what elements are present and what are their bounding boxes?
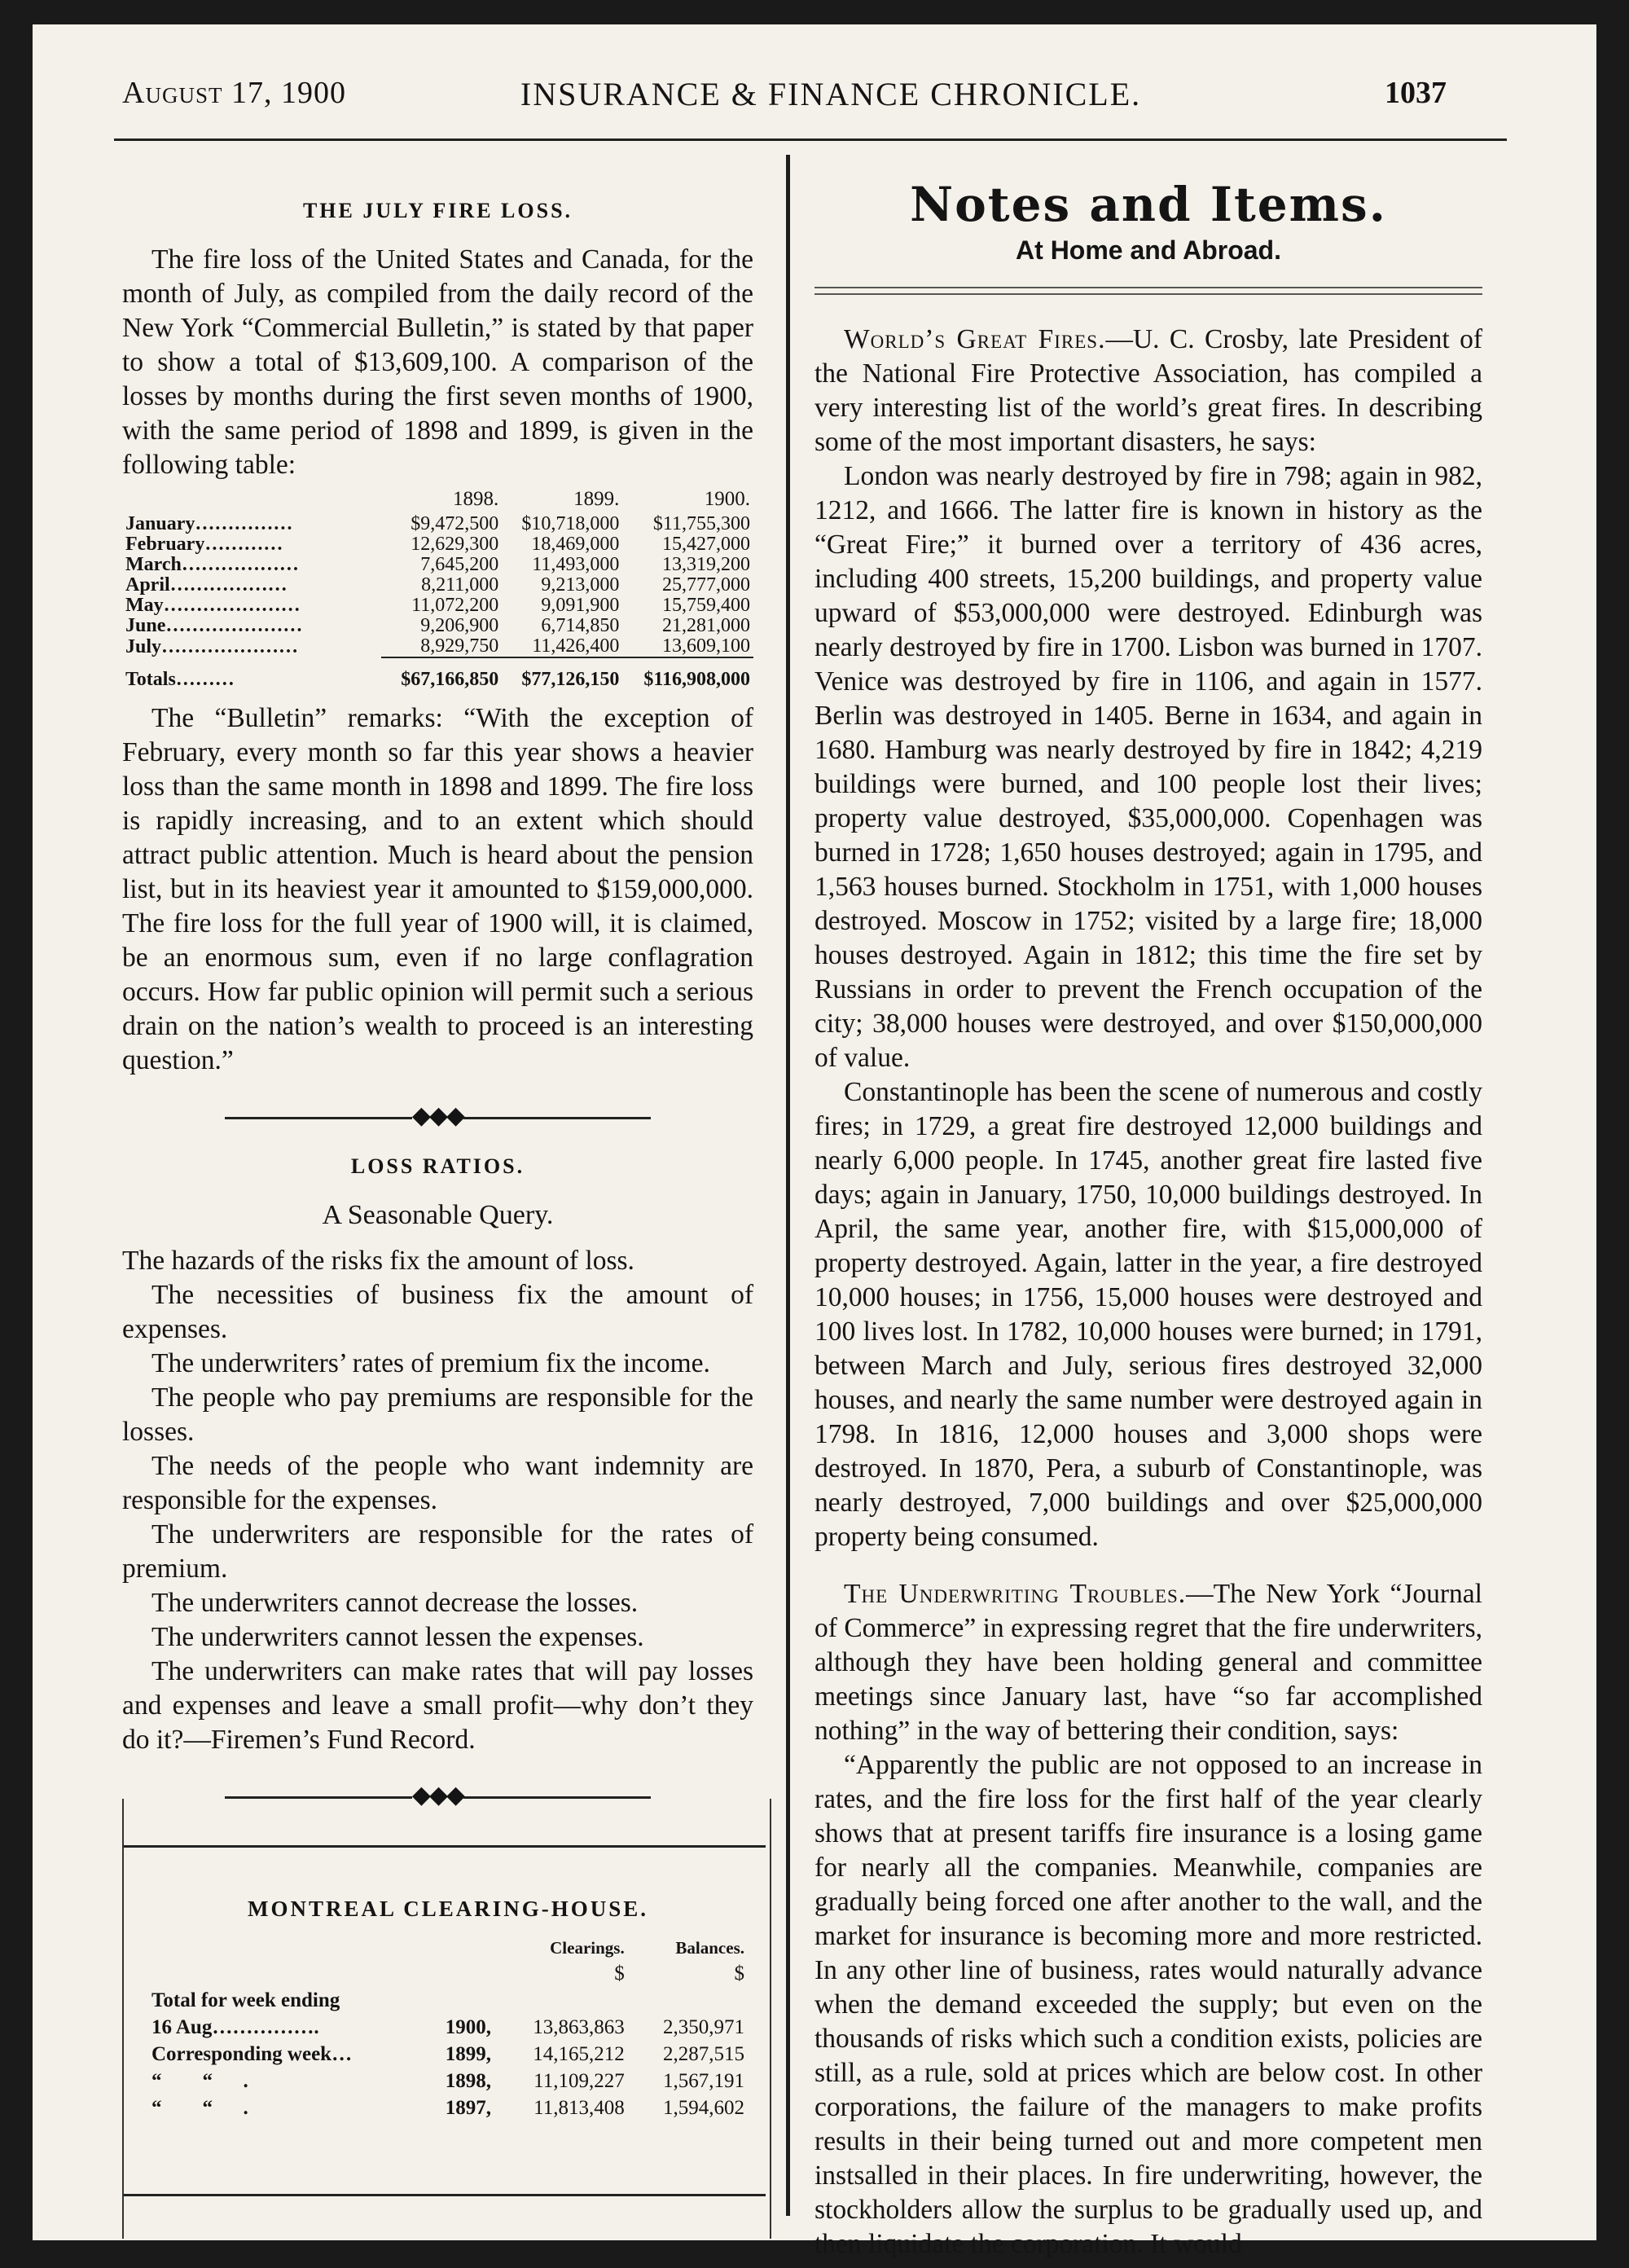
loss-ratio-line: The underwriters cannot lessen the expenses. (151, 1622, 644, 1652)
total-label-row (147, 1987, 749, 2014)
totals-row (122, 657, 753, 690)
value-cell: 11,072,200 (411, 595, 499, 616)
table-row (122, 636, 753, 657)
total-week-label: Total for week ending (151, 1989, 340, 2011)
value-cell: 8,929,750 (420, 635, 499, 657)
value-cell: 15,759,400 (662, 595, 750, 616)
clearings-header: Clearings. (550, 1938, 625, 1958)
table-row (122, 514, 753, 534)
value-cell: 18,469,000 (531, 534, 620, 555)
great-fires-lead: World’s Great Fires. (844, 324, 1106, 354)
table-row (147, 2068, 749, 2094)
loss-ratio-line: The underwriters are responsible for the rates of premium. (122, 1519, 753, 1584)
underwriting-lead: The Underwriting Troubles. (844, 1579, 1187, 1609)
month-cell: March……………… (125, 554, 299, 575)
totals-label: Totals……… (125, 668, 235, 690)
blank-header (423, 1936, 496, 1960)
loss-ratio-line: The underwriters cannot decrease the losses. (151, 1588, 639, 1618)
table-row (122, 534, 753, 555)
value-cell: 6,714,850 (541, 615, 620, 636)
notes-subtitle: At Home and Abroad. (1016, 235, 1281, 265)
section-ornament: ◆◆◆ (122, 1778, 753, 1813)
col-header-1898: 1898. (452, 488, 499, 510)
underwriting-paragraph: “Apparently the public are not opposed to an increase in rates, and the fire loss for the first half of the year clearly shows that at present tariffs fire insurance is a losing game for nearly all the companies. Meanwhile, companies are gradually being forced one after another to the wall, and the market for insurance is becoming more and more restricted. In any other line of business, rates would naturally advance when the demand exceeded the supply; but even on the thousands of risks which such a condition exists, policies are still, as a rule, sold at prices which are below cost. In other corporations, the failure of the managers to make profits results in their being turned out and more competent men instsalled in their places. In fire underwriting, however, the stockholders allow the surplus to be gradually used up, and then liquidate the corporation. It would (814, 1750, 1482, 2259)
clearings-cell: 13,863,863 (533, 2016, 625, 2038)
value-cell: 8,211,000 (421, 574, 499, 596)
balances-header: Balances. (675, 1938, 744, 1958)
loss-ratio-line: The necessities of business fix the amount of expenses. (122, 1280, 753, 1344)
left-column (122, 187, 753, 1829)
month-column-header (122, 489, 381, 514)
loss-ratio-line: The underwriters’ rates of premium fix the income. (151, 1348, 710, 1378)
month-cell: June………………… (125, 615, 303, 636)
frame-left-line (122, 1799, 124, 2239)
row-label: “ “ . (151, 2070, 248, 2092)
value-cell: 9,213,000 (541, 574, 620, 596)
balances-cell: 1,567,191 (663, 2070, 744, 2092)
clearing-house-box (147, 1890, 749, 2121)
clearings-cell: 11,109,227 (533, 2070, 625, 2092)
loss-ratio-line: The people who pay premiums are responsible for the losses. (122, 1382, 753, 1447)
row-label: 16 Aug……………. (151, 2016, 319, 2038)
loss-ratio-line: The hazards of the risks fix the amount of loss. (122, 1246, 634, 1276)
great-fires-paragraph: Constantinople has been the scene of numerous and costly fires; in 1729, a great fire destroyed 12,000 buildings and nearly 6,000 people. In 1745, another great fire lasted five days; again in January, 1750, 10,000 buildings destroyed. In April, the same year, another fire, with $15,000,000 of property destroyed. Again, latter in the year, a fire destroyed 10,000 houses; in 1756, 15,000 houses were destroyed and 100 lives lost. In 1782, 10,000 houses were burned; in 1791, between March and July, serious fires destroyed 32,000 houses, and nearly the same number were destroyed again in 1798. In 1816, 12,000 houses and 3,000 shops were destroyed. In 1870, Pera, a suburb of Constantinople, was nearly destroyed, 7,000 buildings and over $25,000,000 property being consumed. (814, 1077, 1482, 1552)
row-year: 1900, (445, 2016, 492, 2038)
great-fires-text: —U. C. Crosby, late President of the National Fire Protective Association, has compiled a very interesting list of the world’s great fires. In describing some of the most important disasters, he says: (814, 324, 1482, 457)
month-cell: January…………… (125, 513, 293, 534)
month-cell: February………… (125, 534, 283, 555)
dollar-sign: $ (734, 1963, 744, 1984)
fire-loss-table (122, 489, 753, 690)
row-label: Corresponding week… (151, 2043, 353, 2065)
dollar-sign: $ (614, 1963, 625, 1984)
loss-ratios-heading: LOSS RATIOS. (350, 1154, 525, 1178)
notes-title: Notes and Items. (910, 177, 1387, 232)
total-1898: $67,166,850 (381, 657, 502, 690)
publication-title: INSURANCE & FINANCE CHRONICLE. (520, 76, 1142, 112)
great-fires-intro (814, 323, 1482, 459)
value-cell: 21,281,000 (662, 615, 750, 636)
bulletin-remarks: The “Bulletin” remarks: “With the exception of February, every month so far this year shows a heavier loss than the same month in 1898 and 1899. The fire loss is rapidly increasing, and to an extent which should attract public attention. Much is heard about the pension list, but in its heaviest year it amounted to $159,000,000. The fire loss for the full year of 1900 will, it is claimed, be an enormous sum, even if no large conflagration occurs. How far public opinion will permit such a serious drain on the nation’s wealth to proceed is an interesting question.” (122, 703, 753, 1075)
fire-loss-heading: THE JULY FIRE LOSS. (302, 199, 573, 222)
notes-rule (814, 287, 1482, 295)
value-cell: $11,755,300 (652, 513, 750, 534)
table-row (147, 2094, 749, 2121)
clearing-house-heading: MONTREAL CLEARING-HOUSE. (247, 1897, 649, 1921)
right-column (814, 177, 1482, 2261)
loss-ratios-subheading: A Seasonable Query. (322, 1200, 554, 1230)
total-1899: $77,126,150 (502, 657, 622, 690)
underwriting-text: —The New York “Journal of Commerce” in expressing regret that the fire underwriters, although they have been holding general and committee meetings since January last, have “so far accomplished nothing” in the way of bettering their condition, says: (814, 1579, 1482, 1746)
table-row (122, 555, 753, 575)
value-cell: 9,091,900 (541, 595, 620, 616)
value-cell: $10,718,000 (521, 513, 620, 534)
row-year: 1897, (445, 2097, 492, 2119)
value-cell: 13,319,200 (662, 554, 750, 575)
value-cell: 9,206,900 (420, 615, 499, 636)
table-row (122, 596, 753, 616)
fire-loss-intro: The fire loss of the United States and Canada, for the month of July, as compiled from the daily record of the New York “Commercial Bulletin,” is stated by that paper to show a total of $13,609,100. A comparison of the losses by months during the first seven months of 1900, with the same period of 1898 and 1899, is given in the following table: (122, 244, 753, 480)
month-cell: April……………… (125, 574, 288, 596)
value-cell: 13,609,100 (662, 635, 750, 657)
col-header-1899: 1899. (573, 488, 620, 510)
balances-cell: 2,350,971 (663, 2016, 744, 2038)
great-fires-paragraph: London was nearly destroyed by fire in 798; again in 982, 1212, and 1666. The latter fire is known in history as the “Great Fire;” it burned over a territory of 436 acres, including 400 streets, 15,200 buildings, and property value upward of $53,000,000 were destroyed. Edinburgh was nearly destroyed by fire in 1700. Lisbon was burned in 1707. Venice was destroyed by fire in 1106, and again in 1577. Berlin was destroyed in 1405. Berne in 1634, and again in 1680. Hamburg was nearly destroyed by fire in 1842; 4,219 buildings were burned, and 100 people lost their lives; property value destroyed, $35,000,000. Copenhagen was burned in 1728; 1,650 houses destroyed; again in 1795, and 1,563 houses burned. Stockholm in 1751, with 1,000 houses destroyed. Moscow in 1752; visited by a large fire; 18,000 houses destroyed. Again in 1812; this time the fire set by Russians in order to prevent the French occupation of the city; 38,000 houses were destroyed, and over $150,000,000 of value. (814, 461, 1482, 1073)
loss-ratio-line: The needs of the people who want indemnity are responsible for the expenses. (122, 1451, 753, 1515)
value-cell: $9,472,500 (411, 513, 499, 534)
table-row (147, 2041, 749, 2068)
value-cell: 11,426,400 (532, 635, 620, 657)
total-1900: $116,908,000 (622, 657, 753, 690)
col-header-1900: 1900. (704, 488, 750, 510)
row-label: “ “ . (151, 2097, 248, 2119)
spacer (814, 1554, 1482, 1577)
clearings-cell: 14,165,212 (533, 2043, 625, 2065)
row-year: 1899, (445, 2043, 492, 2065)
clearing-unit-row (147, 1960, 749, 1987)
clearings-cell: 11,813,408 (533, 2097, 625, 2119)
clearing-house-table (147, 1936, 749, 2121)
balances-cell: 1,594,602 (663, 2097, 744, 2119)
page (33, 24, 1596, 2259)
value-cell: 11,493,000 (532, 554, 620, 575)
clearing-header-row (147, 1936, 749, 1960)
table-row (122, 616, 753, 636)
table-row (147, 2014, 749, 2041)
section-ornament: ◆◆◆ (122, 1099, 753, 1133)
value-cell: 15,427,000 (662, 534, 750, 555)
loss-ratio-line: The underwriters can make rates that will pay losses and expenses and leave a small profit—why don’t they do it?—Firemen’s Fund Record. (122, 1656, 753, 1755)
header-rule (114, 138, 1507, 141)
page-number: 1037 (1385, 76, 1447, 110)
month-cell: July………………… (125, 635, 299, 657)
month-cell: May………………… (125, 595, 301, 616)
column-divider (786, 155, 790, 2216)
fire-loss-table-header (122, 489, 753, 514)
frame-right-line (770, 1799, 771, 2239)
value-cell: 25,777,000 (662, 574, 750, 596)
value-cell: 12,629,300 (411, 534, 499, 555)
balances-cell: 2,287,515 (663, 2043, 744, 2065)
underwriting-intro (814, 1577, 1482, 1748)
table-row (122, 575, 753, 596)
issue-date: August 17, 1900 (122, 76, 346, 110)
value-cell: 7,645,200 (420, 554, 499, 575)
blank-header (147, 1936, 423, 1960)
row-year: 1898, (445, 2070, 492, 2092)
